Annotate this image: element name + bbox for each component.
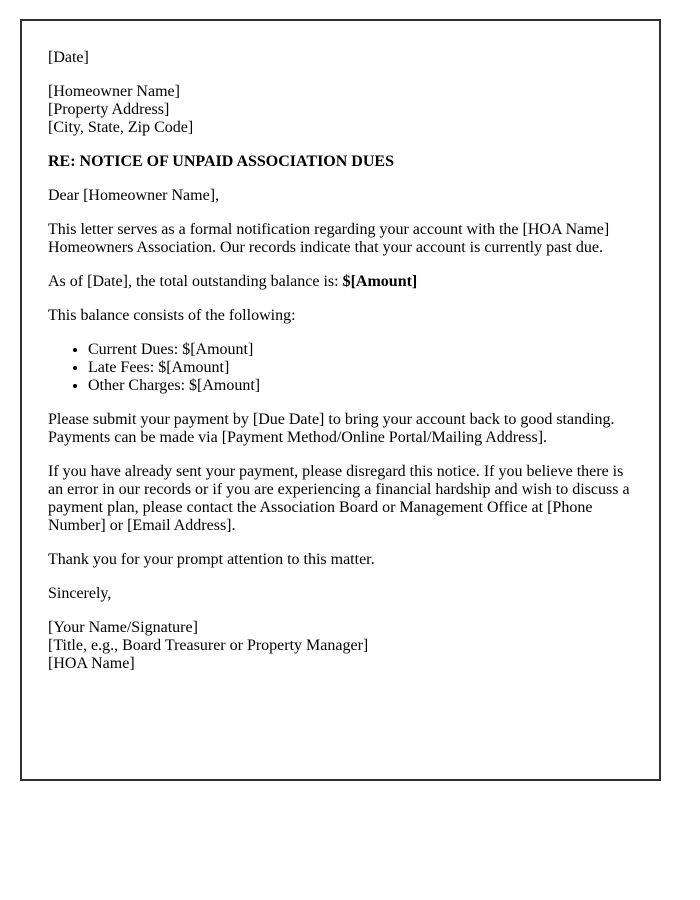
breakdown-item-other-charges: • Other Charges: $[Amount] <box>88 377 634 395</box>
breakdown-intro: This balance consists of the following: <box>48 307 296 324</box>
breakdown-list <box>48 341 634 395</box>
recipient-city-state-zip: [City, State, Zip Code] <box>48 119 194 136</box>
balance-amount: $[Amount] <box>342 273 418 290</box>
closing-thanks: Thank you for your prompt attention to this matter. <box>48 551 375 568</box>
salutation: Dear [Homeowner Name], <box>48 187 220 204</box>
signature-block <box>48 619 634 673</box>
intro-paragraph: This letter serves as a formal notification regarding your account with the [HOA Name] Homeowners Association. Our records indicate that your account is currently past due. <box>48 221 610 256</box>
closing-salutation: Sincerely, <box>48 585 112 602</box>
letter-date: [Date] <box>48 49 89 66</box>
signature-organization: [HOA Name] <box>48 655 135 672</box>
recipient-address: [Property Address] <box>48 101 170 118</box>
breakdown-item-current-dues: • Current Dues: $[Amount] <box>88 341 634 359</box>
balance-line <box>48 273 634 291</box>
payment-paragraph: Please submit your payment by [Due Date] to bring your account back to good standing. Payments can be made via [Payment Method/Online Portal/Mailing Address]. <box>48 411 615 446</box>
signature-title: [Title, e.g., Board Treasurer or Property Manager] <box>48 637 369 654</box>
breakdown-item-late-fees: • Late Fees: $[Amount] <box>88 359 634 377</box>
recipient-block <box>48 83 634 137</box>
subject-line: RE: NOTICE OF UNPAID ASSOCIATION DUES <box>48 153 394 170</box>
balance-line-prefix: As of [Date], the total outstanding balance is: <box>48 273 343 290</box>
signature-name: [Your Name/Signature] <box>48 619 198 636</box>
disclaimer-paragraph: If you have already sent your payment, please disregard this notice. If you believe there is an error in our records or if you are experiencing a financial hardship and wish to discuss a payment plan, please contact the Association Board or Management Office at [Phone Number] or [Email Address]. <box>48 463 630 534</box>
letter-container <box>20 19 661 781</box>
recipient-name: [Homeowner Name] <box>48 83 180 100</box>
